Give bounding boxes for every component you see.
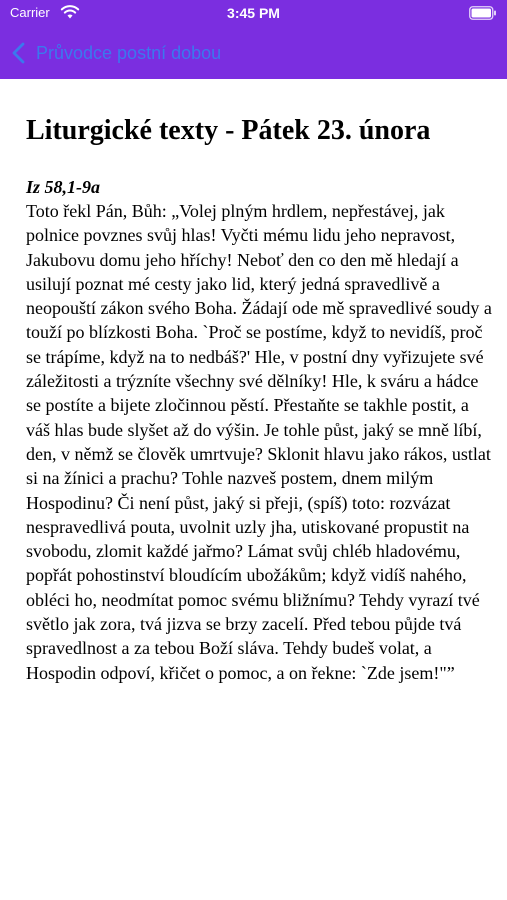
page-title: Liturgické texty - Pátek 23. února xyxy=(26,115,431,146)
back-button[interactable] xyxy=(10,39,221,67)
battery-icon xyxy=(469,6,497,20)
top-bar xyxy=(0,0,507,79)
scripture-reference: Iz 58,1-9a xyxy=(26,177,101,197)
carrier-label: Carrier xyxy=(10,5,50,20)
reading-text: Toto řekl Pán, Bůh: „Volej plným hrdlem, nepřestávej, jak polnice povznes svůj hlas! Vyčti mému lidu jeho nepravost, Jakubovu domu jeho hříchy! Neboť den co den mě hledají a usilují poznat mé cesty jako lid, který jedná spravedlivě a neopouští zákon svého Boha. Žádají ode mě spravedlivé soudy a touží po blízkosti Boha. `Proč se postíme, když to nevidíš, proč se trápíme, když na to nedbáš?' Hle, v postní dny vyřizujete své záležitosti a trýzníte všechny své dělníky! Hle, k sváru a hádce se postíte a bijete zločinnou pěstí. Přestaňte se takhle postit, a váš hlas bude slyšet až do výšin. Je tohle půst, jaký se mně líbí, den, v němž se člověk umrtvuje? Sklonit hlavu jako rákos, ustlat si na žínici a prachu? Tohle nazveš postem, dnem milým Hospodinu? Či není půst, jaký si přeji, (spíš) toto: rozvázat nespravedlivá pouta, uvolnit uzly jha, utiskované propustit na svobodu, zlomit každé jařmo? Lámat svůj chléb hladovému, popřát pohostinství bloudícím ubožákům; když vidíš nahého, obléci ho, neodmítat pomoc svému bližnímu? Tehdy vyrazí tvé světlo jak zora, tvá jizva se brzy zacelí. Před tebou půjde tvá spravedlnost a za tebou Boží sláva. Tehdy budeš volat, a Hospodin odpoví, křičet o pomoc, a on řekne: `Zde jsem!"” xyxy=(26,201,492,683)
back-button-label: Průvodce postní dobou xyxy=(36,42,222,63)
chevron-left-icon xyxy=(10,42,28,64)
reading-content xyxy=(26,112,496,685)
navigation-bar xyxy=(0,28,507,79)
status-time: 3:45 PM xyxy=(227,5,280,21)
status-bar xyxy=(0,0,507,28)
